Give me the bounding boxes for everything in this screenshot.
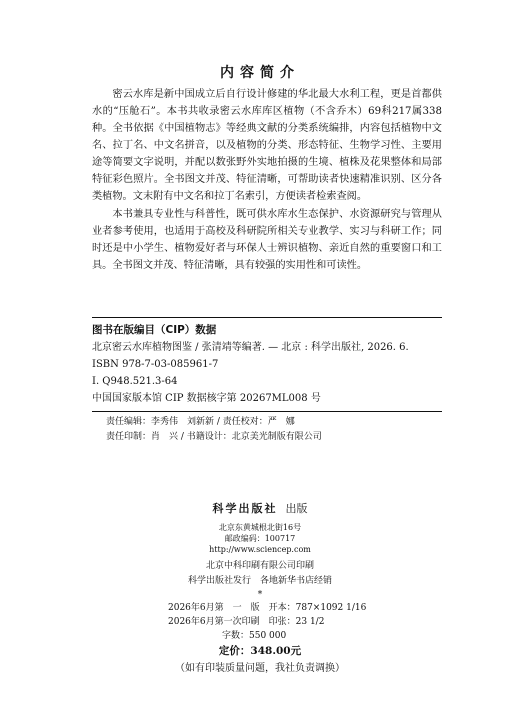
intro-title: 内容简介: [220, 65, 300, 81]
publisher-website: http://www.sciencep.com: [209, 545, 311, 554]
intro-text: [92, 86, 442, 274]
cip-line: Ⅰ. Q948.521.3-64: [92, 376, 178, 387]
publisher-tag: 出版: [285, 502, 308, 515]
price-value: 348.00元: [250, 645, 302, 657]
cip-line: 中国国家版本馆 CIP 数据核字第 20267ML008 号: [92, 393, 321, 404]
distribution-line: 科学出版社发行 各地新华书店经销: [187, 576, 332, 586]
word-count: 字数：550 000: [222, 631, 287, 641]
printing-line: 2026年6月第一次印刷 印张：23 1/2: [168, 617, 325, 627]
publisher-name: [0, 500, 520, 516]
staff-line: 责任印制：肖 兴 / 书籍设计：北京美光制版有限公司: [106, 432, 322, 442]
cip-line: 北京密云水库植物图鉴 / 张清靖等编著. — 北京 : 科学出版社, 2026. 6.: [92, 342, 409, 353]
intro-paragraph: 本书兼具专业性与科普性，既可供水库水生态保护、水资源研究与管理从业者参考使用，也适用于高校及科研院所相关专业教学、实习与科研工作；同时还是中小学生、植物爱好者与环保人士辨识植物、亲近自然的重要窗口和工具。全书图文并茂、特征清晰，具有较强的实用性和可读性。: [92, 209, 442, 271]
publisher-block: [0, 500, 520, 677]
staff-credits: [92, 415, 442, 445]
edition-line: 2026年6月第 一 版 开本：787×1092 1/16: [168, 603, 367, 613]
separator-star: *: [257, 590, 263, 600]
price: [0, 643, 520, 660]
publisher-postcode: 邮政编码：100717: [224, 534, 296, 543]
cip-heading: 图书在版编目（CIP）数据: [92, 324, 217, 336]
quality-note: （如有印装质量问题，我社负责调换）: [175, 663, 345, 674]
cip-block: [92, 317, 442, 412]
printer-line: 北京中科印刷有限公司印刷: [205, 561, 314, 571]
cip-line: ISBN 978-7-03-085961-7: [92, 359, 219, 370]
staff-line: 责任编辑：李秀伟 刘新新 / 责任校对：严 娜: [106, 417, 295, 427]
publisher-address: 北京东黄城根北街16号: [218, 523, 302, 532]
publisher-logo-text: 科学出版社: [212, 502, 278, 515]
intro-paragraph: 密云水库是新中国成立后自行设计修建的华北最大水利工程，更是首都供水的“压舱石”。本书共收录密云水库库区植物（不含乔木）69科217属338种。全书依据《中国植物志》等经典文献的分类系统编排，内容包括植物中文名、拉丁名、中文名拼音，以及植物的分类、形态特征、生物学习性、主要用途等简要文字说明，并配以数张野外实地拍摄的生境、植株及花果整体和局部特征彩色照片。全书图文并茂、特征清晰，可帮助读者快速精准识别、区分各类植物。文末附有中文名和拉丁名索引，方便读者检索查阅。: [92, 89, 442, 202]
price-label: 定价：: [218, 645, 251, 657]
